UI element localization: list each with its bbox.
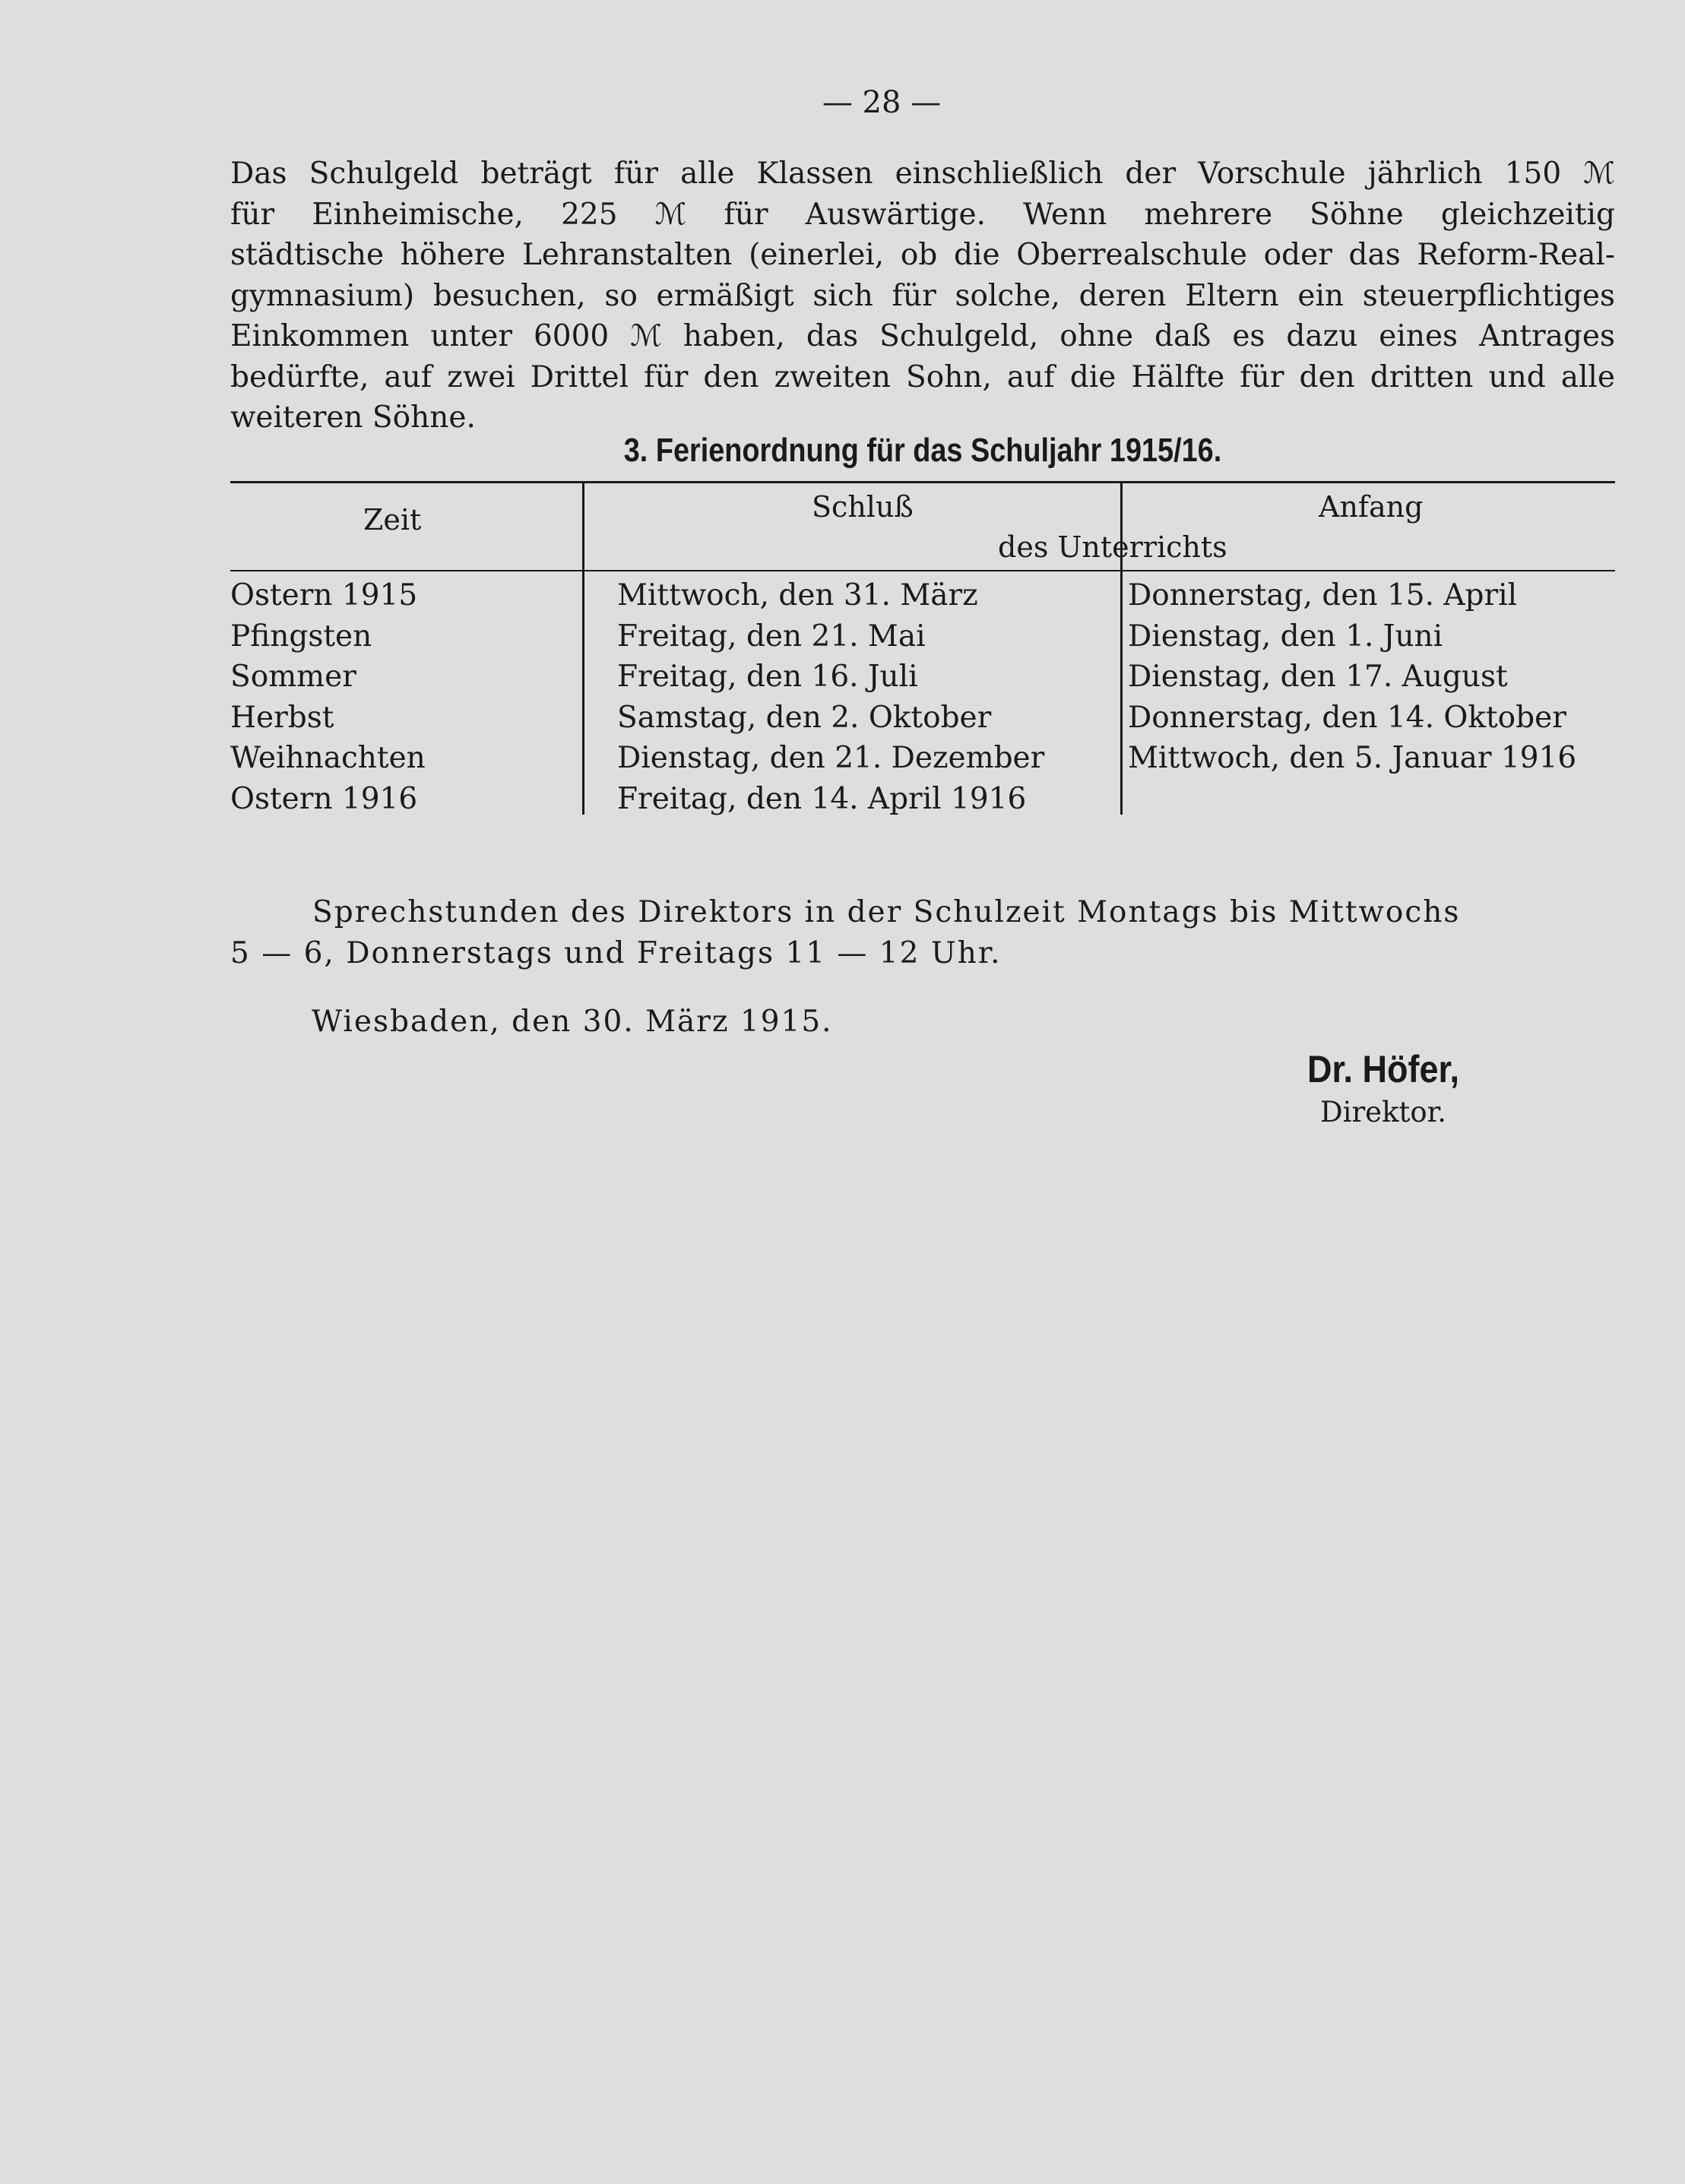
paragraph-line: Das Schulgeld beträgt für alle Klassen einschließlich der Vorschule jährlich 150 ℳ — [230, 157, 1615, 191]
table-cell: Donnerstag, den 15. April — [1128, 578, 1518, 612]
table-cell: Weihnachten — [230, 741, 426, 775]
table-cell: Freitag, den 21. Mai — [617, 619, 926, 654]
table-header-rule — [230, 570, 1615, 571]
tuition-paragraph — [230, 154, 1615, 438]
paragraph-line: städtische höhere Lehranstalten (einerlei, ob die Oberrealschule oder das Reform-Real- — [230, 238, 1615, 272]
table-cell: Freitag, den 14. April 1916 — [617, 781, 1027, 816]
signature-block — [1246, 1047, 1520, 1128]
table-cell: Donnerstag, den 14. Oktober — [1128, 700, 1566, 735]
column-zeit — [230, 575, 426, 819]
header-des-unterrichts: des Unterrichts — [998, 530, 1227, 564]
paragraph-line: für Einheimische, 225 ℳ für Auswärtige. Wenn mehrere Söhne gleichzeitig — [230, 197, 1615, 232]
table-cell: Samstag, den 2. Oktober — [617, 700, 992, 735]
table-cell: Ostern 1915 — [230, 578, 418, 612]
signature-title: Direktor. — [1319, 1096, 1447, 1128]
table-cell: Herbst — [230, 700, 334, 735]
signature-name: Dr. Höfer, — [1307, 1048, 1460, 1090]
table-cell: Freitag, den 16. Juli — [617, 660, 918, 694]
column-schluss — [617, 575, 1044, 819]
table-cell: Dienstag, den 21. Dezember — [617, 741, 1045, 775]
section-heading: 3. Ferienordnung für das Schuljahr 1915/16. — [623, 432, 1222, 469]
paragraph-line: bedürfte, auf zwei Drittel für den zweiten Sohn, auf die Hälfte für den dritten und alle — [230, 359, 1615, 394]
table-cell: Dienstag, den 17. August — [1128, 660, 1508, 694]
column-anfang — [1128, 575, 1576, 779]
table-cell: Pfingsten — [230, 619, 372, 654]
table-column-divider — [582, 483, 584, 815]
office-hours-line: 5 — 6, Donnerstags und Freitags 11 — 12 Uhr. — [230, 935, 1002, 970]
dateline: Wiesbaden, den 30. März 1915. — [312, 1005, 833, 1039]
paragraph-line: gymnasium) besuchen, so ermäßigt sich für solche, deren Eltern ein steuerpflichtiges — [230, 278, 1615, 313]
table-cell: Sommer — [230, 660, 356, 694]
page-number: — 28 — — [822, 85, 942, 120]
table-cell: Mittwoch, den 5. Januar 1916 — [1128, 741, 1577, 775]
paragraph-line: Einkommen unter 6000 ℳ haben, das Schulgeld, ohne daß es dazu eines Antrages — [230, 319, 1615, 353]
paragraph-line: weiteren Söhne. — [230, 400, 476, 435]
table-cell: Dienstag, den 1. Juni — [1128, 619, 1443, 654]
header-schluss: Schluß — [812, 490, 914, 524]
table-cell: Ostern 1916 — [230, 781, 418, 816]
header-anfang: Anfang — [1319, 490, 1424, 524]
office-hours — [230, 892, 1615, 973]
table-cell: Mittwoch, den 31. März — [617, 578, 978, 612]
office-hours-line: Sprechstunden des Direktors in der Schulzeit Montags bis Mittwochs — [312, 895, 1461, 929]
table-top-rule — [230, 481, 1615, 483]
header-zeit: Zeit — [363, 503, 422, 537]
